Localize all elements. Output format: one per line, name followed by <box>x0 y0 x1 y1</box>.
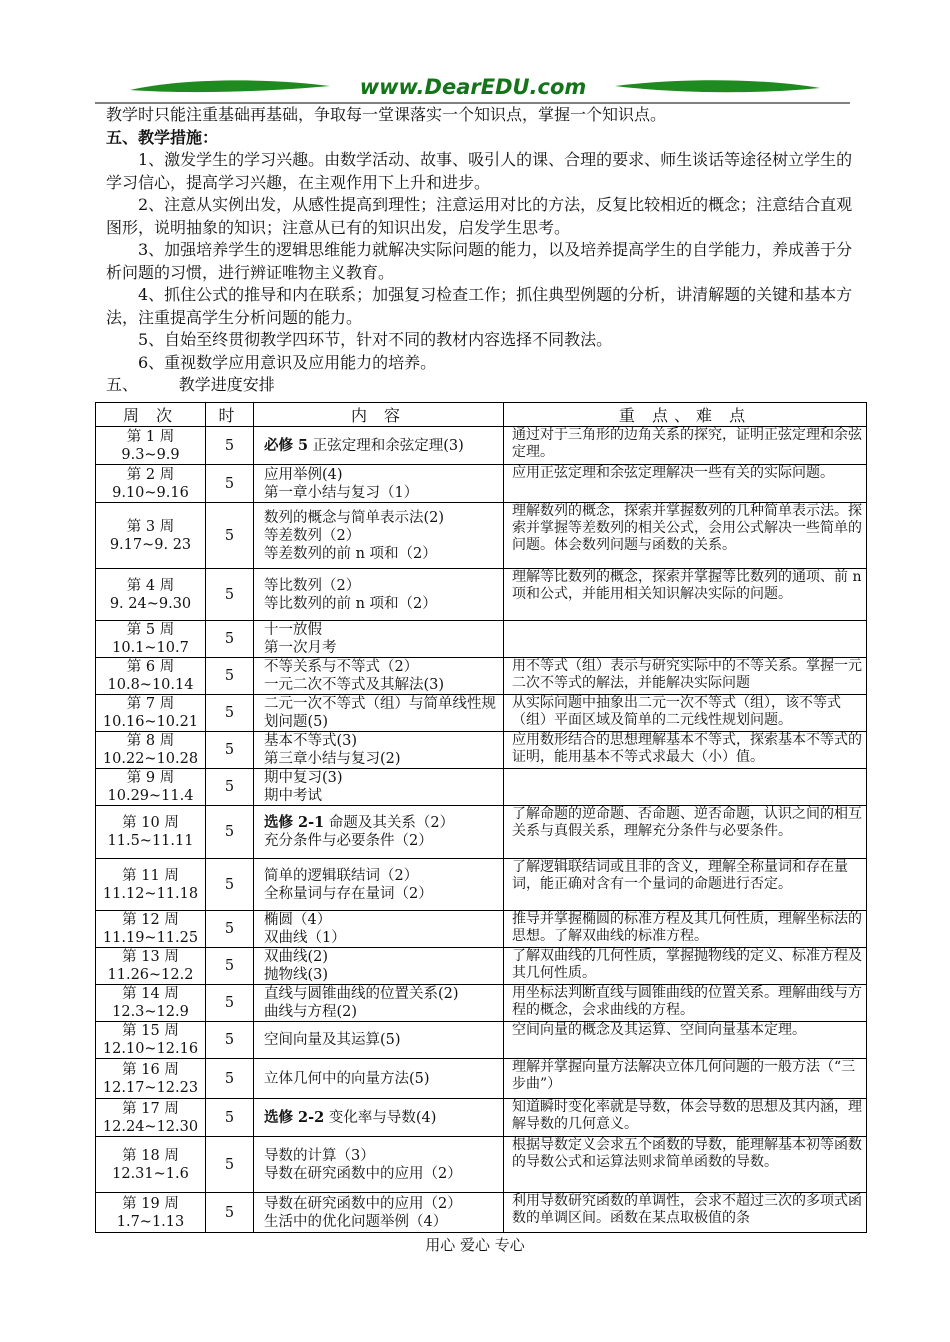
week-dates: 10.16~10.21 <box>102 714 199 730</box>
content-line <box>264 695 499 731</box>
week-label: 第 13 周 <box>122 949 179 965</box>
content-text: 立体几何中的向量方法(5) <box>264 1070 430 1087</box>
content-cell <box>254 695 504 732</box>
table-row <box>96 859 867 911</box>
content-text: 导数的计算（3） <box>264 1147 375 1164</box>
content-line <box>264 1195 499 1213</box>
hours-cell: 5 <box>206 806 254 859</box>
keypoints-cell: 知道瞬时变化率就是导数，体会导数的思想及其内涵，理解导数的几何意义。 <box>504 1099 867 1137</box>
header-keypoints: 重 点、难 点 <box>504 403 867 427</box>
table-row <box>96 621 867 658</box>
page-footer: 用心 爱心 专心 <box>425 1236 525 1254</box>
table-row <box>96 465 867 503</box>
content-line <box>264 929 499 947</box>
keypoints-cell: 用不等式（组）表示与研究实际中的不等关系。掌握一元二次不等式的解法，并能解决实际问题 <box>504 658 867 695</box>
content-text: 生活中的优化问题举例（4） <box>264 1213 448 1230</box>
keypoints-cell: 用坐标法判断直线与圆锥曲线的位置关系。理解曲线与方程的概念，会求曲线的方程。 <box>504 985 867 1022</box>
table-row <box>96 695 867 732</box>
week-cell <box>96 769 206 806</box>
content-line <box>264 437 499 455</box>
measure-item: 1、激发学生的学习兴趣。由数学活动、故事、吸引人的课、合理的要求、师生谈话等途径树立学生的学习信心，提高学习兴趣，在主观作用下上升和进步。 <box>106 150 853 192</box>
content-line <box>264 750 499 768</box>
week-cell <box>96 621 206 658</box>
table-row <box>96 732 867 769</box>
table-row <box>96 427 867 465</box>
week-label: 第 9 周 <box>126 770 175 786</box>
hours-cell: 5 <box>206 427 254 465</box>
measure-item: 2、注意从实例出发，从感性提高到理性；注意运用对比的方法，反复比较相近的概念；注意结合直观图形，说明抽象的知识；注意从已有的知识出发，启发学生思考。 <box>106 195 853 237</box>
content-line <box>264 639 499 657</box>
week-label: 第 15 周 <box>122 1023 179 1039</box>
content-line <box>264 1213 499 1231</box>
content-text: 正弦定理和余弦定理(3) <box>312 437 464 454</box>
week-dates: 9.10~9.16 <box>112 484 189 501</box>
content-line <box>264 732 499 750</box>
week-dates: 11.12~11.18 <box>102 885 199 902</box>
table-row <box>96 503 867 569</box>
measure-item: 4、抓住公式的推导和内在联系；加强复习检查工作；抓住典型例题的分析，讲清解题的关键和基本方法，注重提高学生分析问题的能力。 <box>106 285 853 327</box>
week-label: 第 18 周 <box>122 1147 179 1164</box>
week-dates: 1.7~1.13 <box>116 1213 185 1230</box>
measure-item: 5、自始至终贯彻教学四环节，针对不同的教材内容选择不同教法。 <box>138 330 613 349</box>
keypoints-cell: 根据导数定义会求五个函数的导数，能理解基本初等函数的导数公式和运算法则求简单函数的导数。 <box>504 1137 867 1193</box>
week-cell <box>96 732 206 769</box>
week-label: 第 10 周 <box>122 815 179 831</box>
week-label: 第 2 周 <box>126 466 175 483</box>
content-text: 命题及其关系（2） <box>328 815 455 831</box>
week-cell <box>96 1193 206 1233</box>
week-cell <box>96 806 206 859</box>
week-label: 第 8 周 <box>126 733 175 749</box>
table-row <box>96 1193 867 1233</box>
content-text: 导数在研究函数中的应用（2） <box>264 1165 462 1182</box>
hours-cell: 5 <box>206 1022 254 1059</box>
content-line <box>264 621 499 639</box>
content-text: 期中复习(3) <box>264 770 343 786</box>
keypoints-cell: 理解并掌握向量方法解决立体几何问题的一般方法（“三步曲”） <box>504 1059 867 1099</box>
table-row <box>96 1099 867 1137</box>
content-text: 空间向量及其运算(5) <box>264 1032 401 1048</box>
content-text: 椭圆（4） <box>264 912 332 928</box>
content-cell <box>254 1022 504 1059</box>
hours-cell: 5 <box>206 465 254 503</box>
hours-cell: 5 <box>206 1137 254 1193</box>
hours-cell: 5 <box>206 1193 254 1233</box>
content-line <box>264 545 499 563</box>
week-cell <box>96 1059 206 1099</box>
content-text: 简单的逻辑联结词（2） <box>264 867 419 884</box>
measures-heading: 五、教学措施： <box>106 127 219 147</box>
keypoints-cell: 从实际问题中抽象出二元一次不等式（组），该不等式（组）平面区域及简单的二元线性规划问题。 <box>504 695 867 732</box>
week-dates: 10.29~11.4 <box>107 788 194 804</box>
week-label: 第 16 周 <box>122 1061 179 1078</box>
header-hours: 时 <box>206 403 254 427</box>
schedule-table <box>95 402 867 1233</box>
week-dates: 11.5~11.11 <box>107 833 194 849</box>
week-dates: 12.17~12.23 <box>102 1079 199 1096</box>
content-text: 双曲线（1） <box>264 930 346 946</box>
content-line <box>264 911 499 929</box>
week-dates: 12.10~12.16 <box>102 1041 199 1057</box>
week-dates: 11.19~11.25 <box>102 930 199 946</box>
content-cell <box>254 948 504 985</box>
keypoints-cell <box>504 621 867 658</box>
content-cell <box>254 859 504 911</box>
content-line <box>264 595 499 613</box>
week-dates: 10.8~10.14 <box>107 677 194 693</box>
week-cell <box>96 948 206 985</box>
week-label: 第 4 周 <box>126 577 175 594</box>
week-label: 第 3 周 <box>126 518 175 535</box>
keypoints-cell: 空间向量的概念及其运算、空间向量基本定理。 <box>504 1022 867 1059</box>
content-cell <box>254 732 504 769</box>
week-cell <box>96 503 206 569</box>
content-text: 等比数列（2） <box>264 577 361 594</box>
week-cell <box>96 985 206 1022</box>
keypoints-cell: 理解数列的概念，探索并掌握数列的几种简单表示法。探索并掌握等差数列的相关公式，会用公式解决一些简单的问题。体会数列问题与函数的关系。 <box>504 503 867 569</box>
content-cell <box>254 569 504 621</box>
keypoints-cell: 利用导数研究函数的单调性，会求不超过三次的多项式函数的单调区间。函数在某点取极值的条 <box>504 1193 867 1233</box>
keypoints-cell: 了解双曲线的几何性质，掌握抛物线的定义、标准方程及其几何性质。 <box>504 948 867 985</box>
week-cell <box>96 859 206 911</box>
content-text: 等差数列的前 n 项和（2） <box>264 545 437 562</box>
content-text: 第一次月考 <box>264 640 337 656</box>
week-label: 第 14 周 <box>122 986 179 1002</box>
content-text: 抛物线(3) <box>264 967 329 983</box>
content-line <box>264 1031 499 1049</box>
content-line <box>264 484 499 502</box>
content-text: 导数在研究函数中的应用（2） <box>264 1195 462 1212</box>
content-line <box>264 1109 499 1127</box>
week-cell <box>96 1137 206 1193</box>
module-label: 必修 5 <box>264 436 309 454</box>
hours-cell: 5 <box>206 732 254 769</box>
content-text: 期中考试 <box>264 788 322 804</box>
header-logo-banner <box>95 70 850 108</box>
hours-cell: 5 <box>206 948 254 985</box>
content-line <box>264 769 499 787</box>
week-cell <box>96 911 206 948</box>
content-cell <box>254 1059 504 1099</box>
week-dates: 10.22~10.28 <box>102 751 199 767</box>
table-row <box>96 1137 867 1193</box>
content-line <box>264 527 499 545</box>
keypoints-cell: 通过对于三角形的边角关系的探究，证明正弦定理和余弦定理。 <box>504 427 867 465</box>
content-line <box>264 867 499 885</box>
keypoints-cell: 理解等比数列的概念，探索并掌握等比数列的通项、前 n 项和公式，并能用相关知识解决实际的问题。 <box>504 569 867 621</box>
hours-cell: 5 <box>206 1099 254 1137</box>
content-text: 第一章小结与复习（1） <box>264 484 419 501</box>
table-row <box>96 806 867 859</box>
content-text: 二元一次不等式（组）与简单线性规划问题(5) <box>264 696 496 730</box>
hours-cell: 5 <box>206 1059 254 1099</box>
module-label: 选修 2-2 <box>264 1108 325 1126</box>
content-text: 基本不等式(3) <box>264 733 358 749</box>
week-cell <box>96 427 206 465</box>
content-cell <box>254 427 504 465</box>
content-cell <box>254 806 504 859</box>
content-line <box>264 985 499 1003</box>
week-dates: 12.31~1.6 <box>112 1165 189 1182</box>
keypoints-cell: 应用数形结合的思想理解基本不等式，探索基本不等式的证明，能用基本不等式求最大（小）值。 <box>504 732 867 769</box>
week-dates: 9.3~9.9 <box>121 446 180 463</box>
table-row <box>96 1022 867 1059</box>
table-row <box>96 985 867 1022</box>
hours-cell: 5 <box>206 503 254 569</box>
content-line <box>264 676 499 694</box>
logo-text: www.DearEDU.com <box>359 75 587 99</box>
content-cell <box>254 1137 504 1193</box>
week-label: 第 17 周 <box>122 1100 179 1117</box>
content-line <box>264 658 499 676</box>
week-dates: 12.24~12.30 <box>102 1118 199 1135</box>
content-cell <box>254 621 504 658</box>
week-label: 第 12 周 <box>122 912 179 928</box>
week-dates: 9.17~9. 23 <box>109 536 192 553</box>
content-text: 不等关系与不等式（2） <box>264 659 419 675</box>
table-row <box>96 769 867 806</box>
table-row <box>96 948 867 985</box>
content-text: 全称量词与存在量词（2） <box>264 885 433 902</box>
keypoints-cell: 了解逻辑联结词或且非的含义，理解全称量词和存在量词，能正确对含有一个量词的命题进行否定。 <box>504 859 867 911</box>
measure-item: 3、加强培养学生的逻辑思维能力就解决实际问题的能力，以及培养提高学生的自学能力，养成善于分析问题的习惯，进行辨证唯物主义教育。 <box>106 240 853 282</box>
header-week: 周 次 <box>96 403 206 427</box>
intro-paragraph: 教学时只能注重基础再基础，争取每一堂课落实一个知识点，掌握一个知识点。 <box>106 105 667 124</box>
week-cell <box>96 569 206 621</box>
keypoints-cell: 了解命题的逆命题、否命题、逆否命题，认识之间的相互关系与真假关系，理解充分条件与必要条件。 <box>504 806 867 859</box>
content-line <box>264 1147 499 1165</box>
week-label: 第 19 周 <box>122 1195 179 1212</box>
week-cell <box>96 1022 206 1059</box>
week-label: 第 7 周 <box>126 696 175 712</box>
week-label: 第 5 周 <box>126 622 175 638</box>
content-line <box>264 466 499 484</box>
week-cell <box>96 658 206 695</box>
leaf-swoosh-icon <box>95 70 850 108</box>
table-row <box>96 1059 867 1099</box>
week-cell <box>96 465 206 503</box>
week-cell <box>96 695 206 732</box>
content-line <box>264 787 499 805</box>
hours-cell: 5 <box>206 985 254 1022</box>
content-cell <box>254 465 504 503</box>
content-line <box>264 814 499 832</box>
content-line <box>264 1165 499 1183</box>
content-text: 数列的概念与简单表示法(2) <box>264 509 445 526</box>
content-cell <box>254 769 504 806</box>
content-line <box>264 509 499 527</box>
document-body <box>106 104 858 397</box>
content-text: 一元二次不等式及其解法(3) <box>264 677 445 693</box>
week-label: 第 11 周 <box>122 867 179 884</box>
hours-cell: 5 <box>206 859 254 911</box>
table-row <box>96 911 867 948</box>
content-cell <box>254 1099 504 1137</box>
week-dates: 10.1~10.7 <box>112 640 189 656</box>
table-header-row <box>96 403 867 427</box>
table-row <box>96 569 867 621</box>
week-label: 第 1 周 <box>126 428 175 445</box>
content-line <box>264 1070 499 1088</box>
keypoints-cell: 推导并掌握椭圆的标准方程及其几何性质，理解坐标法的思想。了解双曲线的标准方程。 <box>504 911 867 948</box>
content-text: 应用举例(4) <box>264 466 343 483</box>
week-dates: 9. 24~9.30 <box>109 595 192 612</box>
content-text: 第三章小结与复习(2) <box>264 751 401 767</box>
hours-cell: 5 <box>206 911 254 948</box>
hours-cell: 5 <box>206 695 254 732</box>
content-text: 直线与圆锥曲线的位置关系(2) <box>264 986 459 1002</box>
content-line <box>264 966 499 984</box>
content-cell <box>254 911 504 948</box>
week-cell <box>96 1099 206 1137</box>
keypoints-cell <box>504 769 867 806</box>
table-row <box>96 658 867 695</box>
hours-cell: 5 <box>206 621 254 658</box>
hours-cell: 5 <box>206 569 254 621</box>
content-line <box>264 1003 499 1021</box>
content-text: 十一放假 <box>264 622 322 638</box>
content-line <box>264 577 499 595</box>
content-cell <box>254 503 504 569</box>
content-text: 曲线与方程(2) <box>264 1004 358 1020</box>
measure-item: 6、重视数学应用意识及应用能力的培养。 <box>138 352 437 372</box>
week-dates: 11.26~12.2 <box>107 967 194 983</box>
keypoints-cell: 应用正弦定理和余弦定理解决一些有关的实际问题。 <box>504 465 867 503</box>
content-text: 双曲线(2) <box>264 949 329 965</box>
progress-heading: 五、 教学进度安排 <box>106 375 275 394</box>
content-cell <box>254 985 504 1022</box>
hours-cell: 5 <box>206 658 254 695</box>
hours-cell: 5 <box>206 769 254 806</box>
content-cell <box>254 1193 504 1233</box>
content-text: 充分条件与必要条件（2） <box>264 833 433 849</box>
content-line <box>264 832 499 850</box>
header-content: 内 容 <box>254 403 504 427</box>
content-text: 变化率与导数(4) <box>328 1109 437 1126</box>
content-text: 等比数列的前 n 项和（2） <box>264 595 437 612</box>
content-line <box>264 885 499 903</box>
module-label: 选修 2-1 <box>264 814 325 831</box>
week-label: 第 6 周 <box>126 659 175 675</box>
content-cell <box>254 658 504 695</box>
content-text: 等差数列（2） <box>264 527 361 544</box>
week-dates: 12.3~12.9 <box>112 1004 189 1020</box>
content-line <box>264 948 499 966</box>
